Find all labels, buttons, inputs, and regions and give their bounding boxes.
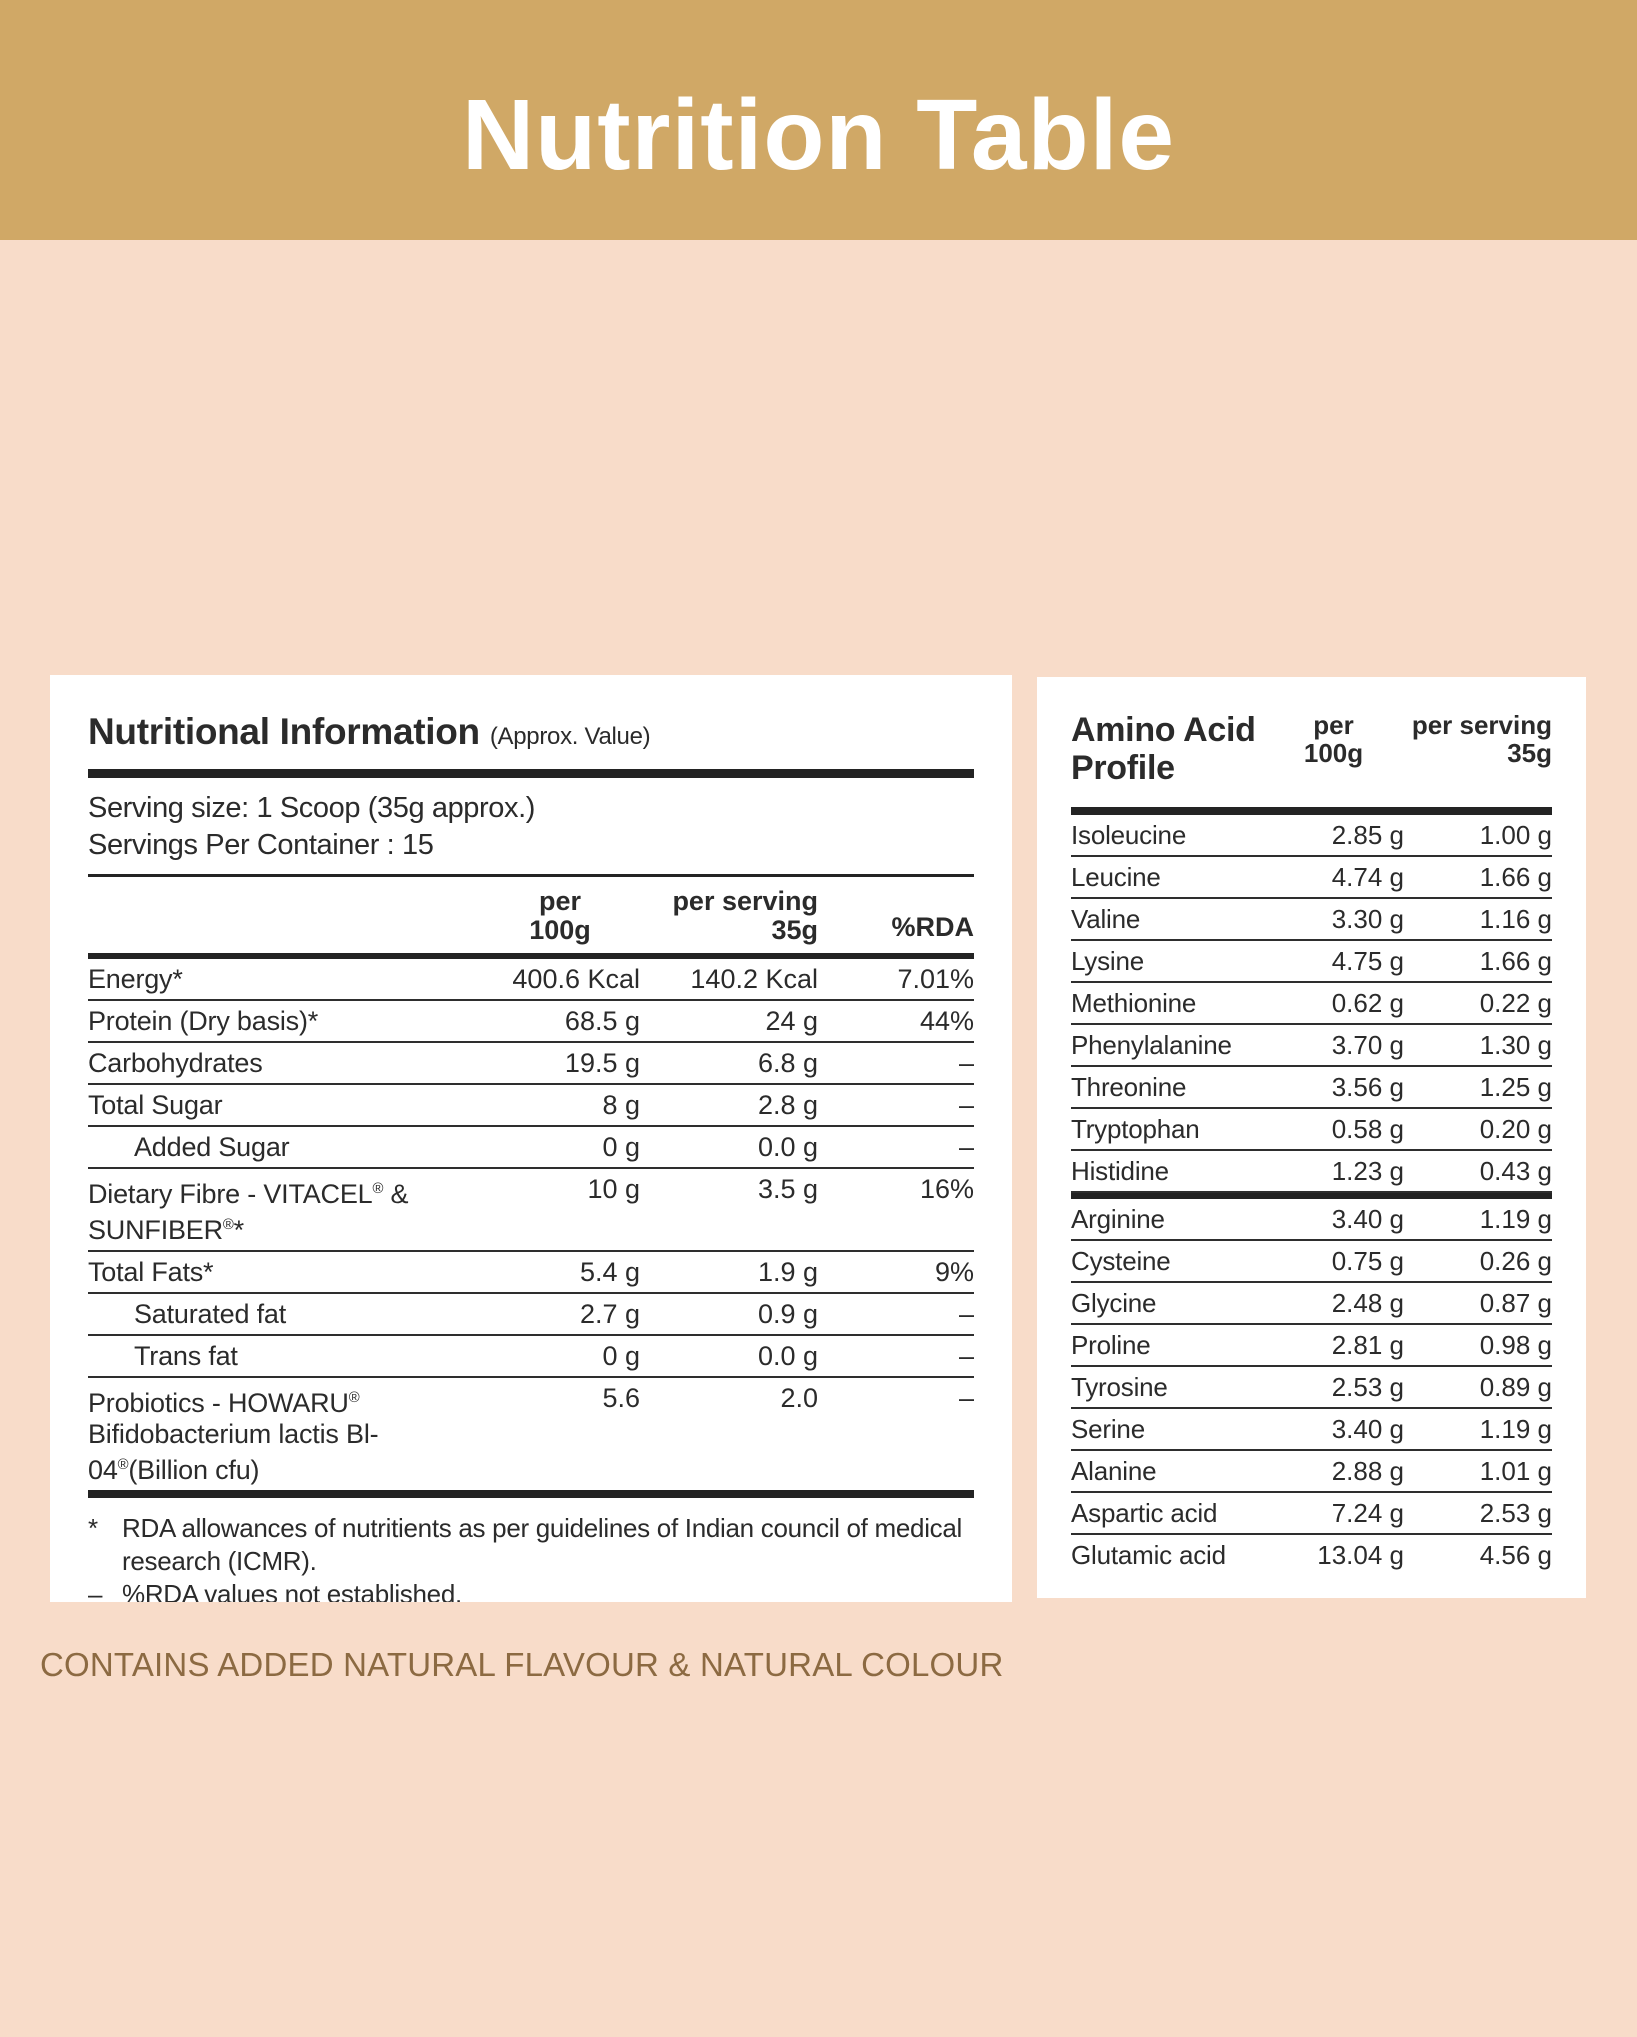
amino-per-serving: 1.25 g (1479, 1072, 1552, 1102)
amino-per-100g: 1.23 g (1331, 1156, 1404, 1186)
amino-table-row (1071, 1451, 1552, 1493)
nutrient-name: Total Fats* (88, 1257, 214, 1287)
amino-acid-card (1037, 677, 1586, 1598)
nutrition-card-title: Nutritional Information (88, 711, 480, 752)
amino-per-serving: 4.56 g (1479, 1540, 1552, 1570)
amino-per-100g: 2.53 g (1331, 1372, 1404, 1402)
nutrition-card-title-row (88, 711, 974, 753)
divider-table-end (88, 1490, 974, 1498)
amino-name: Glycine (1071, 1288, 1157, 1318)
column-header-per-100g (480, 887, 640, 945)
amino-per-serving: 1.66 g (1479, 862, 1552, 892)
amino-name: Cysteine (1071, 1246, 1171, 1276)
value-rda: 7.01% (897, 964, 974, 994)
nutrient-name: Energy* (88, 964, 183, 994)
value-per-100g: 5.6 (602, 1383, 640, 1413)
value-per-serving: 0.0 g (757, 1341, 818, 1371)
footnote-marker: * (88, 1513, 98, 1543)
value-per-100g: 0 g (602, 1132, 640, 1162)
value-per-serving: 2.0 (780, 1383, 818, 1413)
amino-title-line2: Profile (1071, 749, 1175, 787)
amino-per-serving: 2.53 g (1479, 1498, 1552, 1528)
amino-per-serving: 1.19 g (1479, 1414, 1552, 1444)
nutrition-card-subtitle: (Approx. Value) (489, 723, 651, 750)
footnote-text: RDA allowances of nutritients as per guidelines of Indian council of medical research (ICMR). (122, 1513, 963, 1576)
amino-table-body (1071, 815, 1552, 1575)
amino-per-100g: 7.24 g (1331, 1498, 1404, 1528)
amino-name: Aspartic acid (1071, 1498, 1218, 1528)
value-per-100g: 10 g (587, 1174, 640, 1204)
value-rda: – (958, 1132, 974, 1162)
amino-name: Serine (1071, 1414, 1145, 1444)
nutrition-table-row (88, 1085, 974, 1127)
amino-table-row (1071, 1283, 1552, 1325)
footnote-marker: – (88, 1579, 103, 1602)
per-serving-line2: 35g (771, 915, 818, 945)
value-per-100g: 19.5 g (564, 1048, 640, 1078)
nutrition-table-row (88, 959, 974, 1001)
amino-table-header (1071, 711, 1552, 787)
amino-per-serving: 1.01 g (1479, 1456, 1552, 1486)
amino-table-row (1071, 1241, 1552, 1283)
amino-table-row (1071, 1199, 1552, 1241)
amino-per-100g: 13.04 g (1317, 1540, 1404, 1570)
amino-per-serving: 0.89 g (1479, 1372, 1552, 1402)
footnotes (88, 1512, 974, 1602)
amino-table-row (1071, 1109, 1552, 1151)
amino-card-title (1071, 711, 1270, 787)
nutrition-table-row (88, 1336, 974, 1378)
amino-per-serving: 1.19 g (1479, 1204, 1552, 1234)
amino-table-row (1071, 1535, 1552, 1575)
per-100g-line1: per (538, 886, 582, 916)
nutrient-name: Saturated fat (134, 1299, 287, 1329)
amino-per-100g-line2: 100g (1303, 738, 1364, 768)
amino-table-row (1071, 941, 1552, 983)
amino-name: Leucine (1071, 862, 1161, 892)
amino-name: Lysine (1071, 946, 1144, 976)
nutrient-name: Dietary Fibre - VITACEL® & SUNFIBER®* (88, 1179, 409, 1245)
amino-per-serving: 0.87 g (1479, 1288, 1552, 1318)
amino-name: Phenylalanine (1071, 1030, 1232, 1060)
value-per-serving: 140.2 Kcal (690, 964, 818, 994)
value-per-100g: 400.6 Kcal (512, 964, 640, 994)
value-per-serving: 0.0 g (757, 1132, 818, 1162)
column-header-per-serving (648, 887, 818, 945)
amino-column-header-per-100g (1276, 711, 1391, 787)
nutrition-table-row (88, 1127, 974, 1169)
page-title: Nutrition Table (461, 78, 1176, 191)
amino-per-serving: 1.66 g (1479, 946, 1552, 976)
amino-name: Valine (1071, 904, 1141, 934)
nutrient-name: Added Sugar (134, 1132, 290, 1162)
amino-table-row (1071, 983, 1552, 1025)
amino-per-serving: 1.16 g (1479, 904, 1552, 934)
amino-per-100g: 4.75 g (1331, 946, 1404, 976)
amino-per-serving: 0.26 g (1479, 1246, 1552, 1276)
amino-table-row (1071, 1025, 1552, 1067)
value-per-100g: 8 g (602, 1090, 640, 1120)
nutrient-name: Carbohydrates (88, 1048, 263, 1078)
value-per-serving: 1.9 g (757, 1257, 818, 1287)
amino-title-line1: Amino Acid (1071, 711, 1256, 749)
value-rda: – (958, 1299, 974, 1329)
value-per-100g: 68.5 g (564, 1006, 640, 1036)
footnote-text: %RDA values not established. (122, 1579, 462, 1602)
amino-per-100g: 0.75 g (1331, 1246, 1404, 1276)
amino-name: Arginine (1071, 1204, 1165, 1234)
value-per-100g: 5.4 g (579, 1257, 640, 1287)
value-per-serving: 3.5 g (757, 1174, 818, 1204)
serving-size-text: Serving size: 1 Scoop (35g approx.) (88, 792, 536, 824)
amino-name: Alanine (1071, 1456, 1157, 1486)
amino-per-100g: 2.85 g (1331, 820, 1404, 850)
footer-note: CONTAINS ADDED NATURAL FLAVOUR & NATURAL COLOUR (40, 1646, 1004, 1683)
amino-name: Tryptophan (1071, 1114, 1200, 1144)
amino-name: Glutamic acid (1071, 1540, 1226, 1570)
header-banner (0, 0, 1637, 240)
value-per-serving: 24 g (765, 1006, 818, 1036)
value-rda: – (958, 1048, 974, 1078)
nutrition-table-header (88, 877, 974, 953)
amino-table-row (1071, 1493, 1552, 1535)
divider-title (88, 769, 974, 778)
amino-name: Tyrosine (1071, 1372, 1168, 1402)
nutritional-information-card (50, 675, 1012, 1602)
value-rda: 16% (919, 1174, 974, 1204)
amino-per-serving: 0.20 g (1479, 1114, 1552, 1144)
value-rda: 44% (919, 1006, 974, 1036)
amino-per-100g: 3.70 g (1331, 1030, 1404, 1060)
amino-name: Histidine (1071, 1156, 1169, 1186)
amino-table-row (1071, 899, 1552, 941)
amino-column-header-per-serving (1397, 711, 1552, 787)
per-100g-line2: 100g (529, 915, 591, 945)
servings-per-container-text: Servings Per Container : 15 (88, 829, 434, 861)
amino-name: Methionine (1071, 988, 1197, 1018)
amino-table-row (1071, 857, 1552, 899)
amino-table-row (1071, 1409, 1552, 1451)
amino-table-row (1071, 1067, 1552, 1109)
amino-per-serving: 1.00 g (1479, 820, 1552, 850)
amino-per-100g: 0.62 g (1331, 988, 1404, 1018)
amino-per-serving: 0.43 g (1479, 1156, 1552, 1186)
nutrient-name: Total Sugar (88, 1090, 223, 1120)
value-per-100g: 0 g (602, 1341, 640, 1371)
value-per-serving: 6.8 g (757, 1048, 818, 1078)
amino-per-100g: 3.40 g (1331, 1204, 1404, 1234)
nutrition-table-row (88, 1252, 974, 1294)
value-rda: – (958, 1090, 974, 1120)
divider-amino-header (1071, 807, 1552, 815)
amino-per-100g: 2.88 g (1331, 1456, 1404, 1486)
nutrition-table-row (88, 1001, 974, 1043)
amino-table-row (1071, 1367, 1552, 1409)
nutrition-table-row (88, 1043, 974, 1085)
nutrient-name: Trans fat (134, 1341, 238, 1371)
amino-per-serving-line2: 35g (1507, 738, 1552, 768)
amino-name: Threonine (1071, 1072, 1187, 1102)
value-rda: – (958, 1383, 974, 1413)
amino-name: Proline (1071, 1330, 1151, 1360)
footnote (88, 1512, 974, 1578)
amino-per-100g: 3.56 g (1331, 1072, 1404, 1102)
amino-per-serving: 0.22 g (1479, 988, 1552, 1018)
amino-per-100g: 4.74 g (1331, 862, 1404, 892)
amino-per-100g: 2.48 g (1331, 1288, 1404, 1318)
amino-per-100g-line1: per (1313, 710, 1354, 740)
amino-per-serving: 1.30 g (1479, 1030, 1552, 1060)
nutrient-name: Protein (Dry basis)* (88, 1006, 319, 1036)
nutrition-table-body (88, 959, 974, 1490)
amino-name: Isoleucine (1071, 820, 1187, 850)
amino-per-serving: 0.98 g (1479, 1330, 1552, 1360)
nutrient-name: Probiotics - HOWARU® Bifidobacterium lactis Bl-04®(Billion cfu) (88, 1388, 379, 1485)
value-rda: – (958, 1341, 974, 1371)
footnote (88, 1578, 974, 1602)
amino-table-row (1071, 1325, 1552, 1367)
value-per-serving: 2.8 g (757, 1090, 818, 1120)
nutrition-table-row (88, 1294, 974, 1336)
amino-per-100g: 3.40 g (1331, 1414, 1404, 1444)
per-serving-line1: per serving (672, 886, 818, 916)
value-rda: 9% (934, 1257, 974, 1287)
nutrition-table-row (88, 1169, 974, 1252)
amino-per-100g: 2.81 g (1331, 1330, 1404, 1360)
value-per-100g: 2.7 g (579, 1299, 640, 1329)
amino-per-serving-line1: per serving (1411, 710, 1552, 740)
amino-per-100g: 0.58 g (1331, 1114, 1404, 1144)
amino-table-row (1071, 815, 1552, 857)
nutrition-table-row (88, 1378, 974, 1490)
amino-per-100g: 3.30 g (1331, 904, 1404, 934)
column-header-rda: %RDA (891, 912, 974, 942)
value-per-serving: 0.9 g (757, 1299, 818, 1329)
amino-table-row (1071, 1151, 1552, 1193)
